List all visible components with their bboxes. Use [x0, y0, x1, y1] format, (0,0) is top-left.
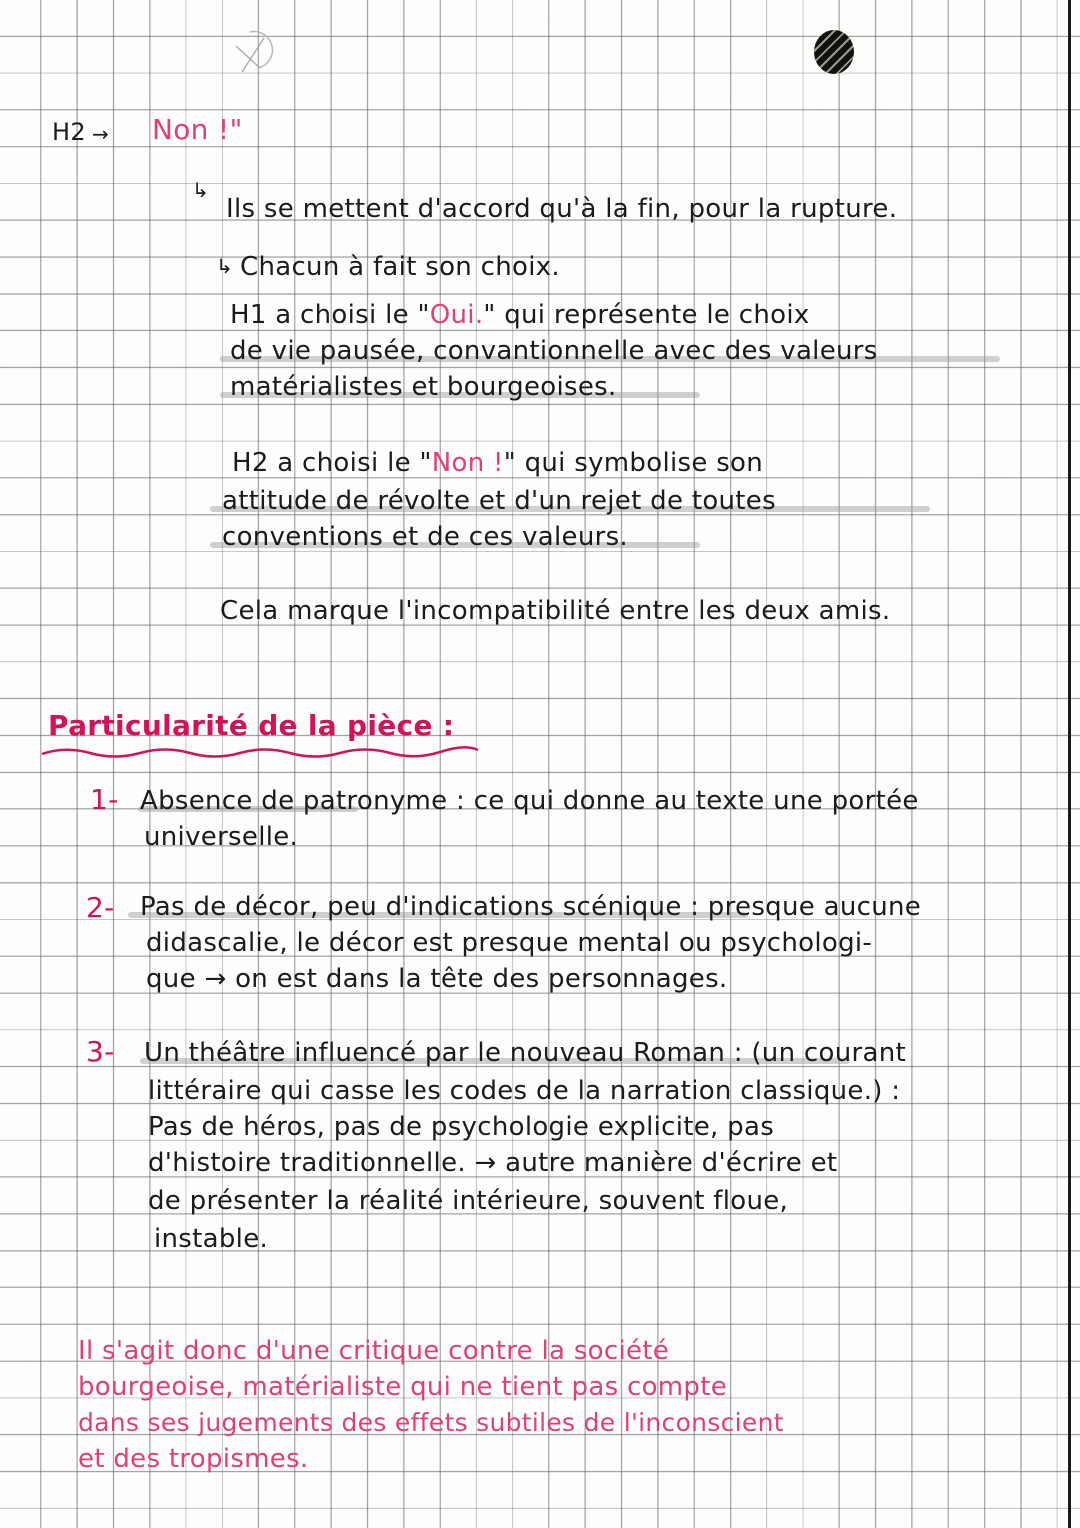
h2-revolt-line: attitude de révolte et d'un rejet de toutes	[222, 486, 776, 516]
item-2-line-3: que → on est dans la tête des personnages.	[146, 964, 728, 994]
h1-values-line-2: matérialistes et bourgeoises.	[230, 372, 617, 402]
conclusion-line-2: bourgeoise, matérialiste qui ne tient pas compte	[78, 1372, 727, 1402]
agreement-line: Ils se mettent d'accord qu'à la fin, pour la rupture.	[226, 194, 898, 224]
h2-non-highlight: Non !	[431, 448, 504, 478]
item-1-line-2: universelle.	[144, 822, 299, 852]
item-2-line-1: Pas de décor, peu d'indications scénique : presque aucune	[140, 892, 922, 922]
h2-conventions-line: conventions et de ces valeurs.	[222, 522, 628, 552]
item-3-line-5: de présenter la réalité intérieure, souvent floue,	[148, 1186, 789, 1216]
incompatibility-line: Cela marque l'incompatibilité entre les deux amis.	[220, 596, 891, 626]
item-3-line-3: Pas de héros, pas de psychologie explicite, pas	[148, 1112, 775, 1142]
h2-answer-non: Non !"	[152, 113, 243, 146]
h1-oui-highlight: Oui.	[429, 300, 484, 330]
conclusion-line-1: Il s'agit donc d'une critique contre la société	[78, 1336, 670, 1366]
wavy-underline-icon	[40, 744, 480, 760]
hatched-black-dot-icon	[814, 30, 854, 74]
arrow-icon: →	[92, 122, 110, 146]
h1-choice-prefix: H1 a choisi le "	[230, 300, 430, 330]
item-number-3: 3-	[86, 1035, 115, 1068]
section-heading: Particularité de la pièce :	[48, 709, 455, 742]
conclusion-line-4: et des tropismes.	[78, 1444, 309, 1474]
crossed-circle-sketch-icon	[230, 28, 280, 76]
sub-arrow-icon: ↳	[216, 254, 234, 278]
item-2-line-2: didascalie, le décor est presque mental ou psychologi-	[146, 928, 873, 958]
choice-line: Chacun à fait son choix.	[240, 252, 560, 282]
item-number-1: 1-	[90, 783, 119, 816]
item-3-line-6: instable.	[154, 1224, 269, 1254]
h2-label: H2	[52, 118, 86, 146]
conclusion-line-3: dans ses jugements des effets subtiles de l'inconscient	[78, 1408, 784, 1437]
h2-choice-suffix: " qui symbolise son	[503, 448, 764, 478]
sub-arrow-icon: ↳	[192, 178, 210, 202]
h2-choice-line	[232, 450, 763, 476]
h1-choice-suffix: " qui représente le choix	[483, 300, 810, 330]
h1-choice-line	[230, 302, 810, 328]
item-3-line-1: Un théâtre influencé par le nouveau Roman : (un courant	[144, 1038, 907, 1068]
item-1-line-1: Absence de patronyme : ce qui donne au texte une portée	[140, 786, 919, 816]
item-3-line-4: d'histoire traditionnelle. → autre manière d'écrire et	[148, 1148, 838, 1178]
item-3-line-2: littéraire qui casse les codes de la narration classique.) :	[148, 1076, 901, 1106]
h1-values-line: de vie pausée, convantionnelle avec des valeurs	[230, 336, 878, 366]
h2-choice-prefix: H2 a choisi le "	[232, 448, 432, 478]
page-edge	[1068, 0, 1071, 1528]
item-number-2: 2-	[86, 891, 115, 924]
